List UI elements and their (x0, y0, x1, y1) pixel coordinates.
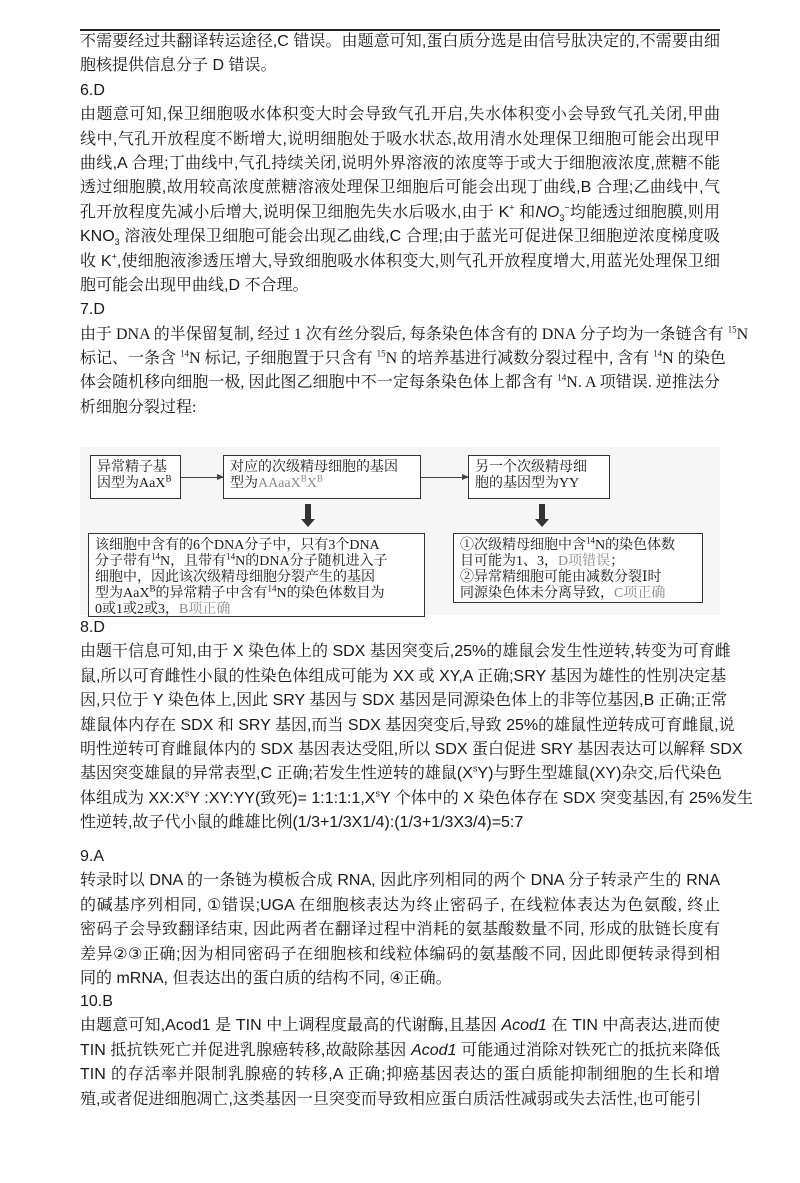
text-line (460, 554, 696, 570)
text-line (80, 323, 749, 347)
text-segment: ； (610, 554, 625, 569)
text-segment: 胞核提供信息分子 D 错误。 (80, 57, 277, 75)
text-segment: 同源染色体未分离导致， (460, 586, 614, 601)
text-segment: 异常精子基 (97, 460, 167, 475)
text-segment: 3 (559, 212, 565, 223)
text-segment: N的染色体数目为 (276, 586, 385, 601)
text-segment: 9.A (80, 848, 105, 865)
text-segment: − (564, 202, 570, 213)
text-segment: 可能通过消除对铁死亡的抵抗来降低 (456, 1041, 720, 1059)
text-segment: B (149, 583, 156, 594)
text-segment: 14 (586, 535, 595, 546)
text-segment: Y)与野生型雄鼠(XY)杂交,后代染色 (477, 765, 722, 783)
paragraph (80, 639, 754, 834)
text-segment: 由题干信息可知,由于 X 染色体上的 SDX 基因突变后,25%的雄鼠会发生性逆转,转变为可育雌 (80, 643, 731, 661)
text-segment: Y 个体中的 X 染色体存在 SDX 突变基因,有 25%发生 (379, 789, 754, 807)
text-segment: N，且带有 (160, 554, 227, 569)
text-segment: 型为AaX (95, 586, 150, 601)
text-segment: 殖,或者促进细胞凋亡,这类基因一旦突变而导致相应蛋白质活性减弱或失去活性,也可能引 (80, 1090, 702, 1108)
text-line (95, 551, 418, 570)
text-segment: 14 (226, 551, 236, 562)
text-segment: 和 (514, 203, 536, 221)
text-line (80, 371, 720, 395)
text-segment: B (316, 473, 323, 484)
text-segment: 另一个次级精母细 (475, 460, 587, 475)
text-line (460, 586, 696, 602)
text-segment: 均能透过细胞膜,则用 (569, 203, 720, 221)
paragraph (80, 79, 720, 103)
text-segment: 14 (653, 348, 663, 359)
text-segment: s (184, 788, 190, 799)
text-segment: 线中,气孔开放程度不断增大,说明细胞处于吸水状态,故用清水处理保卫细胞可能会出现甲 (80, 130, 720, 148)
arrow-right-icon (421, 477, 468, 478)
text-segment: s (472, 764, 478, 775)
text-segment: Y :XY:YY(致死)= 1:1:1:1,X (189, 789, 376, 807)
box-explanation-left (88, 533, 425, 617)
text-segment: 由题意可知,保卫细胞吸水体积变大时会导致气孔开启,失水体积变小会导致气孔关闭,甲曲 (80, 106, 720, 124)
text-segment: 溶液处理保卫细胞可能会出现乙曲线,C 合理;由于蓝光可促进保卫细胞逆浓度梯度吸 (119, 228, 720, 246)
text-segment: 由于 DNA 的半保留复制, 经过 1 次有丝分裂后, 每条染色体含有的 DNA 分子均为一条链含有 (80, 325, 728, 343)
text-segment: 对应的次级精母细胞的基因 (230, 460, 398, 475)
text-segment: 的碱基序列相同, ①错误;UGA 在细胞核表达为终止密码子, 在线粒体表达为色氨酸, 终止 (80, 896, 720, 914)
text-segment: 析细胞分裂过程: (80, 398, 197, 416)
text-segment: ,使细胞液渗透压增大,导致细胞吸水体积变大,则气孔开放程度增大,用蓝光处理保卫细 (116, 252, 720, 270)
text-segment: C项正确 (614, 586, 666, 601)
paragraph (80, 1014, 720, 1112)
box-explanation-right (453, 533, 703, 603)
text-segment: 14 (180, 348, 190, 359)
text-segment: ①次级精母细胞中含 (460, 538, 586, 553)
text-line (80, 688, 728, 712)
text-line (97, 460, 174, 476)
text-line (80, 152, 720, 176)
text-segment: 明性逆转可育雌鼠体内的 SDX 基因表达受阻,所以 SDX 蛋白促进 SRY 基因表达可以解释 SDX (80, 740, 743, 758)
text-segment: 15 (376, 348, 386, 359)
text-segment: 鼠,所以可育雌性小鼠的性染色体组成可能为 XX 或 XY,A 正确;SRY 基因为雄性的性别决定基 (80, 667, 727, 685)
text-segment: 型为 (230, 476, 258, 491)
text-segment: TIN 抵抗铁死亡并促进乳腺癌转移,故敲除基因 (80, 1041, 412, 1059)
text-segment: N (736, 325, 749, 343)
text-segment: 0或1或2或3， (95, 602, 179, 617)
text-segment: 孔开放程度先减小后增大,说明保卫细胞先失水后吸水,由于 K (80, 203, 510, 221)
text-line (80, 201, 720, 225)
text-segment: 14 (151, 551, 160, 562)
text-segment: 不需要经过共翻译转运途径,C 错误。由题意可知,蛋白质分选是由信号肽决定的,不需要由细 (80, 33, 720, 50)
text-line (80, 30, 720, 54)
text-line (80, 225, 720, 249)
text-segment: 透过细胞膜,故用较高浓度蔗糖溶液处理保卫细胞后可能会出现丁曲线,B 合理;乙曲线中,气 (80, 179, 720, 197)
paragraph (80, 30, 720, 79)
text-line (95, 583, 418, 602)
text-segment: 体会随机移向细胞一极, 因此图乙细胞中不一定每条染色体上都含有 (80, 374, 558, 392)
text-segment: 同的 mRNA, 但表达出的蛋白质的结构不同, ④正确。 (80, 969, 452, 987)
text-line (80, 274, 720, 298)
text-line (80, 250, 720, 274)
box-other-spermatocyte (468, 455, 610, 499)
text-segment: Acod1 (501, 1017, 547, 1035)
text-segment: NO (535, 203, 560, 221)
text-line (80, 79, 720, 103)
text-segment: KNO (80, 228, 115, 246)
text-line (80, 737, 743, 761)
arrow-down-icon (305, 504, 311, 520)
text-line (80, 761, 720, 785)
text-block-q5-q7 (80, 30, 749, 420)
text-line (80, 176, 720, 200)
text-segment: 胞的基因型为YY (475, 476, 580, 491)
text-segment: N 的培养基进行减数分裂过程中, 含有 (385, 350, 654, 368)
box-secondary-spermatocyte (223, 455, 421, 499)
text-segment: X (306, 476, 317, 491)
text-segment: + (111, 251, 117, 262)
text-line (80, 664, 727, 688)
text-line (80, 845, 720, 869)
text-segment: 14 (557, 373, 567, 384)
text-segment: N的染色体数 (595, 538, 676, 553)
text-segment: 目可能为1、3， (460, 554, 558, 569)
text-line (80, 128, 720, 152)
text-segment: 6.D (80, 81, 105, 99)
text-segment: D项错误 (558, 554, 611, 569)
text-segment: 体组成为 XX:X (80, 789, 185, 807)
text-segment: 性逆转,故子代小鼠的雌雄比例(1/3+1/3X1/4):(1/3+1/3X3/4)=5:7 (80, 814, 524, 832)
text-segment: ②异常精细胞可能由减数分裂Ⅰ时 (460, 570, 662, 585)
cell-division-diagram (80, 447, 720, 615)
text-line (80, 396, 720, 420)
text-line (80, 894, 720, 918)
text-segment: 14 (267, 583, 277, 594)
text-line (80, 713, 735, 737)
text-line (460, 535, 696, 554)
text-line (80, 103, 720, 127)
text-segment: AAaaX (258, 476, 301, 491)
text-line (475, 460, 603, 476)
text-line (80, 869, 720, 893)
text-segment: B (300, 473, 307, 484)
text-line (230, 473, 414, 492)
text-segment: 标记、一条含 (80, 350, 181, 368)
text-segment: s (375, 788, 380, 799)
text-block-q8 (80, 615, 754, 835)
text-segment: N. A 项错误. 逆推法分 (566, 374, 720, 392)
paragraph (80, 615, 720, 639)
text-line (80, 810, 720, 834)
text-line (80, 943, 720, 967)
text-line (80, 347, 726, 371)
text-line (475, 476, 603, 492)
text-segment: N 标记, 子细胞置于只含有 (189, 350, 377, 368)
paragraph (80, 990, 720, 1014)
arrow-right-icon (181, 477, 223, 478)
text-segment: Acod1 (411, 1041, 457, 1059)
text-segment: 由题意可知,Acod1 是 TIN 中上调程度最高的代谢酶,且基因 (80, 1017, 502, 1035)
text-line (80, 615, 720, 639)
text-line (80, 786, 754, 810)
paragraph (80, 103, 720, 298)
text-segment: 收 K (80, 252, 112, 270)
text-block-q10 (80, 990, 720, 1112)
text-segment: 雄鼠体内存在 SDX 和 SRY 基因,而当 SDX 基因突变后,导致 25%的雄鼠性逆转成可育雌鼠,说 (80, 716, 735, 734)
text-line (460, 570, 696, 586)
text-segment: 胞可能会出现甲曲线,D 不合理。 (80, 276, 309, 294)
text-line (80, 967, 720, 991)
text-segment: N 的染色 (662, 350, 726, 368)
text-segment: 因型为AaX (97, 476, 166, 491)
text-segment: 在 TIN 中高表达,进而使 (546, 1017, 720, 1035)
text-segment: 7.D (80, 301, 105, 319)
text-segment: 分子带有 (95, 554, 151, 569)
paragraph (80, 869, 720, 991)
text-line (80, 639, 731, 663)
text-block-q9 (80, 845, 720, 991)
text-line (80, 990, 720, 1014)
text-segment: 细胞中，因此该次级精母细胞分裂产生的基因 (95, 570, 375, 585)
text-segment: 密码子会导致翻译结束, 因此两者在翻译过程中消耗的氨基酸数量不同, 形成的肽链长度有 (80, 921, 720, 939)
text-segment: 的异常精子中含有 (155, 586, 268, 601)
text-segment: 8.D (80, 619, 105, 636)
paragraph (80, 845, 720, 869)
text-segment: N的DNA分子随机进入子 (235, 554, 388, 569)
text-line (95, 570, 418, 586)
text-segment: 因,只位于 Y 染色体上,因此 SRY 基因与 SDX 基因是同源染色体上的非等位基因,B 正确;正常 (80, 692, 728, 710)
paragraph (80, 298, 720, 322)
text-line (80, 1014, 720, 1038)
text-segment: 差异②③正确;因为相同密码子在细胞核和线粒体编码的氨基酸不同, 因此即便转录得到相 (80, 945, 720, 963)
box-abnormal-sperm (90, 455, 181, 499)
text-line (80, 918, 720, 942)
text-segment: 15 (727, 324, 737, 335)
text-segment: 该细胞中含有的6个DNA分子中，只有3个DNA (95, 538, 380, 553)
text-line (95, 538, 418, 554)
text-segment: 3 (114, 237, 120, 248)
text-line (80, 298, 720, 322)
text-segment: + (509, 202, 515, 213)
text-segment: B (165, 473, 172, 484)
text-line (80, 1063, 720, 1087)
text-segment: 曲线,A 合理;丁曲线中,气孔持续关闭,说明外界溶液的浓度等于或大于细胞液浓度,蔗糖不能 (80, 154, 720, 172)
text-segment: B项正确 (179, 602, 231, 617)
text-segment: TIN 的存活率并限制乳腺癌的转移,A 正确;抑癌基因表达的蛋白质能抑制细胞的生长和增 (80, 1066, 720, 1084)
text-segment: 10.B (80, 993, 113, 1010)
text-segment: 转录时以 DNA 的一条链为模板合成 RNA, 因此序列相同的两个 DNA 分子转录产生的 RNA (80, 872, 720, 890)
text-line (80, 1039, 720, 1063)
text-line (97, 473, 174, 492)
paragraph (80, 323, 749, 421)
text-segment: 基因突变雄鼠的异常表型,C 正确;若发生性逆转的雄鼠(X (80, 765, 473, 783)
text-line (80, 1088, 720, 1112)
arrow-down-icon (539, 504, 545, 520)
text-line (80, 54, 720, 78)
